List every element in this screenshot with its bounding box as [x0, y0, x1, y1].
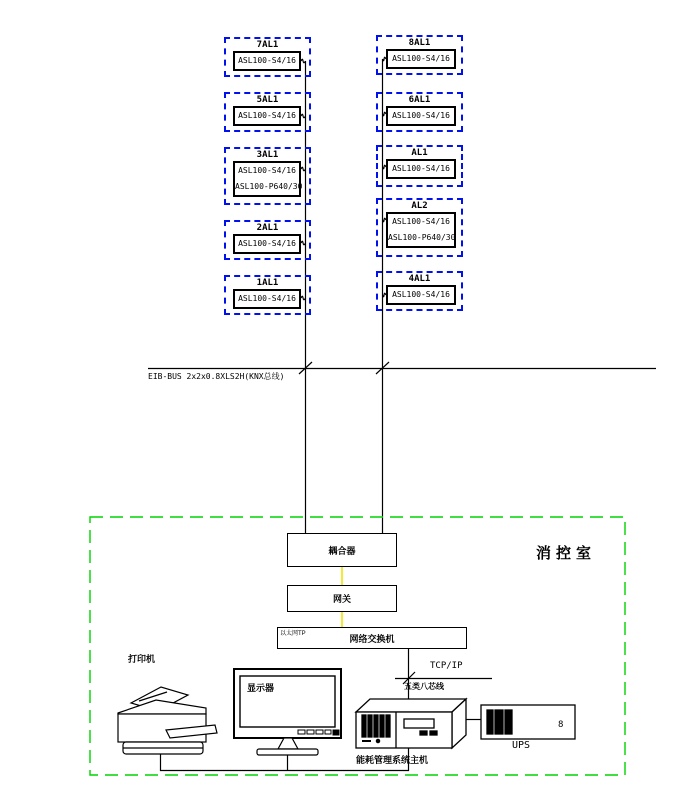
- module-device-box: ASL100-S4/16: [233, 234, 301, 254]
- switch-port-tag: 以太网TP: [280, 631, 306, 637]
- gateway-label: 网关: [332, 594, 351, 604]
- module-AL2: [376, 198, 463, 257]
- module-title: 2AL1: [256, 223, 279, 233]
- module-title: 5AL1: [256, 95, 279, 105]
- module-device-box: ASL100-S4/16: [233, 106, 301, 126]
- trunk-lines: [306, 59, 383, 533]
- module-6AL1: [376, 92, 463, 132]
- module-device-box: ASL100-S4/16: [386, 106, 456, 126]
- module-3AL1: [224, 147, 311, 205]
- module-title: 4AL1: [408, 274, 431, 284]
- network-switch-label: 网络交换机: [349, 633, 395, 644]
- module-title: 3AL1: [256, 150, 279, 160]
- cable-type-label: 五类八芯线: [404, 682, 444, 691]
- ups-digit: 8: [558, 720, 564, 730]
- control-room-label: 消控室: [536, 545, 597, 562]
- printer-label: 打印机: [128, 654, 156, 664]
- host-computer-icon: [356, 699, 466, 748]
- module-title: 6AL1: [408, 95, 431, 105]
- ups-label: UPS: [512, 740, 531, 751]
- module-2AL1: [224, 220, 311, 260]
- module-title: AL1: [411, 148, 428, 158]
- gateway-box: [287, 585, 397, 612]
- module-device-box: ASL100-S4/16: [386, 49, 456, 69]
- module-connectors: [301, 57, 386, 299]
- eib-bus-label: EIB-BUS 2x2x0.8XLS2H(KNX总线): [148, 372, 285, 381]
- module-4AL1: [376, 271, 463, 311]
- module-device-box: ASL100-S4/16: [233, 51, 301, 71]
- module-device-box: ASL100-S4/16 ASL100-P640/30: [386, 212, 456, 248]
- module-title: 7AL1: [256, 40, 279, 50]
- module-7AL1: [224, 37, 311, 77]
- host-label: 能耗管理系统主机: [356, 755, 429, 765]
- module-device-box: ASL100-S4/16: [386, 159, 456, 179]
- monitor-label: 显示器: [247, 683, 275, 693]
- coupler-box: [287, 533, 397, 567]
- module-8AL1: [376, 35, 463, 75]
- module-device-box: ASL100-S4/16: [386, 285, 456, 305]
- module-title: AL2: [411, 201, 428, 211]
- coupler-label: 耦合器: [328, 545, 356, 556]
- module-AL1: [376, 145, 463, 187]
- tcpip-label: TCP/IP: [430, 661, 463, 671]
- module-1AL1: [224, 275, 311, 315]
- module-5AL1: [224, 92, 311, 132]
- module-title: 8AL1: [408, 38, 431, 48]
- module-device-box: ASL100-S4/16 ASL100-P640/30: [233, 161, 301, 197]
- printer-icon: [118, 687, 217, 754]
- module-title: 1AL1: [256, 278, 279, 288]
- module-device-box: ASL100-S4/16: [233, 289, 301, 309]
